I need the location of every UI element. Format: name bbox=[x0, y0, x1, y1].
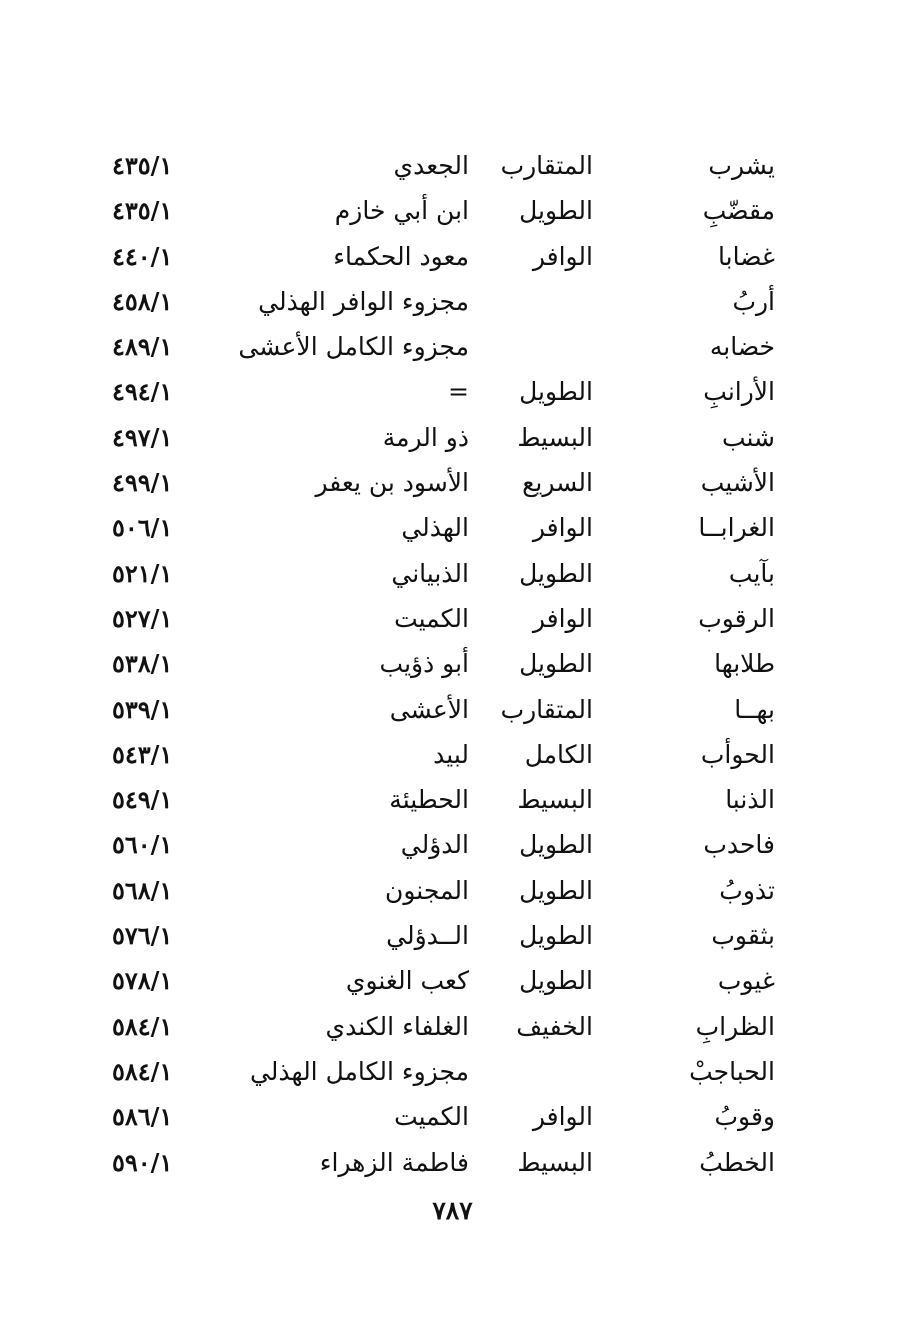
reference: ٤٤٠/١ bbox=[112, 241, 173, 271]
meter-name: البسيط bbox=[517, 785, 593, 815]
poet-name: لبيد bbox=[433, 739, 469, 769]
poet-name: الــدؤلي bbox=[386, 921, 469, 951]
reference: ٤٩٩/١ bbox=[112, 468, 173, 498]
verse-index-table bbox=[0, 143, 905, 1185]
rhyme-word: بهــا bbox=[734, 694, 775, 724]
reference: ٥٨٦/١ bbox=[112, 1102, 173, 1132]
table-row bbox=[0, 913, 905, 958]
reference: ٥٤٣/١ bbox=[112, 739, 173, 769]
rhyme-word: طلابها bbox=[714, 649, 775, 679]
table-row bbox=[0, 641, 905, 686]
rhyme-word: غيوب bbox=[717, 966, 775, 996]
poet-name: الهذلي bbox=[401, 513, 469, 543]
rhyme-word: الظرابِ bbox=[695, 1011, 775, 1041]
rhyme-word: الخطبُ bbox=[699, 1147, 775, 1177]
rhyme-word: الأشيب bbox=[700, 468, 775, 498]
rhyme-word: وقوبُ bbox=[714, 1102, 775, 1132]
poet-name: الحطيئة bbox=[389, 785, 469, 815]
poet-name: الجعدي bbox=[393, 151, 469, 180]
table-row bbox=[0, 958, 905, 1003]
poet-name: مجزوء الكامل الهذلي bbox=[249, 1056, 469, 1086]
rhyme-word: يشرب bbox=[708, 151, 775, 180]
meter-name: المتقارب bbox=[500, 151, 593, 180]
reference: ٤٣٥/١ bbox=[112, 196, 173, 226]
table-row bbox=[0, 143, 905, 188]
poet-name: معود الحكماء bbox=[333, 241, 469, 271]
table-row bbox=[0, 234, 905, 279]
poet-name: المجنون bbox=[385, 875, 469, 905]
table-row bbox=[0, 1094, 905, 1139]
reference: ٥٤٩/١ bbox=[112, 785, 173, 815]
meter-name: الطويل bbox=[519, 196, 593, 226]
table-row bbox=[0, 188, 905, 233]
rhyme-word: أربُ bbox=[732, 286, 775, 316]
poet-name: فاطمة الزهراء bbox=[319, 1147, 469, 1177]
meter-name: الطويل bbox=[519, 558, 593, 588]
meter-name: الكامل bbox=[524, 739, 593, 769]
meter-name: الطويل bbox=[519, 377, 593, 407]
rhyme-word: غضابا bbox=[718, 241, 775, 271]
table-row bbox=[0, 324, 905, 369]
poet-name: مجزوء الكامل الأعشى bbox=[238, 332, 469, 362]
reference: ٥٨٤/١ bbox=[112, 1056, 173, 1086]
poet-name: مجزوء الوافر الهذلي bbox=[258, 286, 469, 316]
table-row bbox=[0, 822, 905, 867]
rhyme-word: بثقوب bbox=[711, 921, 775, 951]
meter-name: الوافر bbox=[532, 241, 593, 271]
reference: ٤٨٩/١ bbox=[112, 332, 173, 362]
meter-name: الطويل bbox=[519, 830, 593, 860]
rhyme-word: شنب bbox=[721, 422, 775, 452]
table-row bbox=[0, 369, 905, 414]
reference: ٥٧٨/١ bbox=[112, 966, 173, 996]
table-row bbox=[0, 732, 905, 777]
meter-name: الطويل bbox=[519, 966, 593, 996]
rhyme-word: خضابه bbox=[709, 332, 775, 362]
rhyme-word: الغرابــا bbox=[698, 513, 775, 543]
rhyme-word: الحوأب bbox=[700, 739, 775, 769]
meter-name: الوافر bbox=[532, 603, 593, 633]
reference: ٥٩٠/١ bbox=[112, 1147, 173, 1177]
reference: ٥٢٧/١ bbox=[112, 603, 173, 633]
reference: ٤٥٨/١ bbox=[112, 286, 173, 316]
table-row bbox=[0, 596, 905, 641]
poet-name: الذبياني bbox=[391, 558, 469, 588]
meter-name: المتقارب bbox=[500, 694, 593, 724]
reference: ٥٢١/١ bbox=[112, 558, 173, 588]
table-row bbox=[0, 868, 905, 913]
rhyme-word: مقضّبِ bbox=[702, 196, 775, 226]
meter-name: الطويل bbox=[519, 921, 593, 951]
poet-name: الكميت bbox=[394, 603, 469, 633]
meter-name: الخفيف bbox=[516, 1011, 593, 1041]
rhyme-word: الرقوب bbox=[698, 603, 775, 633]
poet-name: أبو ذؤيب bbox=[379, 649, 469, 679]
table-row bbox=[0, 1049, 905, 1094]
reference: ٤٩٧/١ bbox=[112, 422, 173, 452]
table-row bbox=[0, 551, 905, 596]
poet-name: الأسود بن يعفر bbox=[315, 468, 469, 498]
poet-name: الأعشى bbox=[389, 694, 469, 724]
rhyme-word: الأرانبِ bbox=[703, 377, 775, 407]
rhyme-word: الذنبا bbox=[725, 785, 775, 815]
rhyme-word: فاحدب bbox=[703, 830, 775, 860]
meter-name: الوافر bbox=[532, 1102, 593, 1132]
poet-name: = bbox=[448, 377, 469, 407]
table-row bbox=[0, 1140, 905, 1185]
poet-name: الكميت bbox=[394, 1102, 469, 1132]
poet-name: الغلفاء الكندي bbox=[325, 1011, 469, 1041]
table-row bbox=[0, 777, 905, 822]
poet-name: ذو الرمة bbox=[382, 422, 469, 452]
reference: ٥٦٠/١ bbox=[112, 830, 173, 860]
poet-name: الدؤلي bbox=[400, 830, 469, 860]
reference: ٥٣٩/١ bbox=[112, 694, 173, 724]
reference: ٥٨٤/١ bbox=[112, 1011, 173, 1041]
table-row bbox=[0, 1004, 905, 1049]
meter-name: البسيط bbox=[517, 422, 593, 452]
reference: ٤٩٤/١ bbox=[112, 377, 173, 407]
rhyme-word: الحباجبْ bbox=[689, 1056, 775, 1086]
table-row bbox=[0, 415, 905, 460]
poet-name: كعب الغنوي bbox=[345, 966, 469, 996]
poet-name: ابن أبي خازم bbox=[334, 196, 469, 226]
table-row bbox=[0, 687, 905, 732]
rhyme-word: بآيب bbox=[728, 558, 775, 588]
meter-name: السريع bbox=[522, 468, 593, 498]
meter-name: الطويل bbox=[519, 875, 593, 905]
table-row bbox=[0, 505, 905, 550]
reference: ٤٣٥/١ bbox=[112, 151, 173, 180]
table-row bbox=[0, 279, 905, 324]
reference: ٥٠٦/١ bbox=[112, 513, 173, 543]
rhyme-word: تذوبُ bbox=[719, 875, 775, 905]
table-row bbox=[0, 460, 905, 505]
meter-name: البسيط bbox=[517, 1147, 593, 1177]
reference: ٥٦٨/١ bbox=[112, 875, 173, 905]
meter-name: الطويل bbox=[519, 649, 593, 679]
reference: ٥٧٦/١ bbox=[112, 921, 173, 951]
page-number: ٧٨٧ bbox=[432, 1196, 473, 1225]
meter-name: الوافر bbox=[532, 513, 593, 543]
reference: ٥٣٨/١ bbox=[112, 649, 173, 679]
